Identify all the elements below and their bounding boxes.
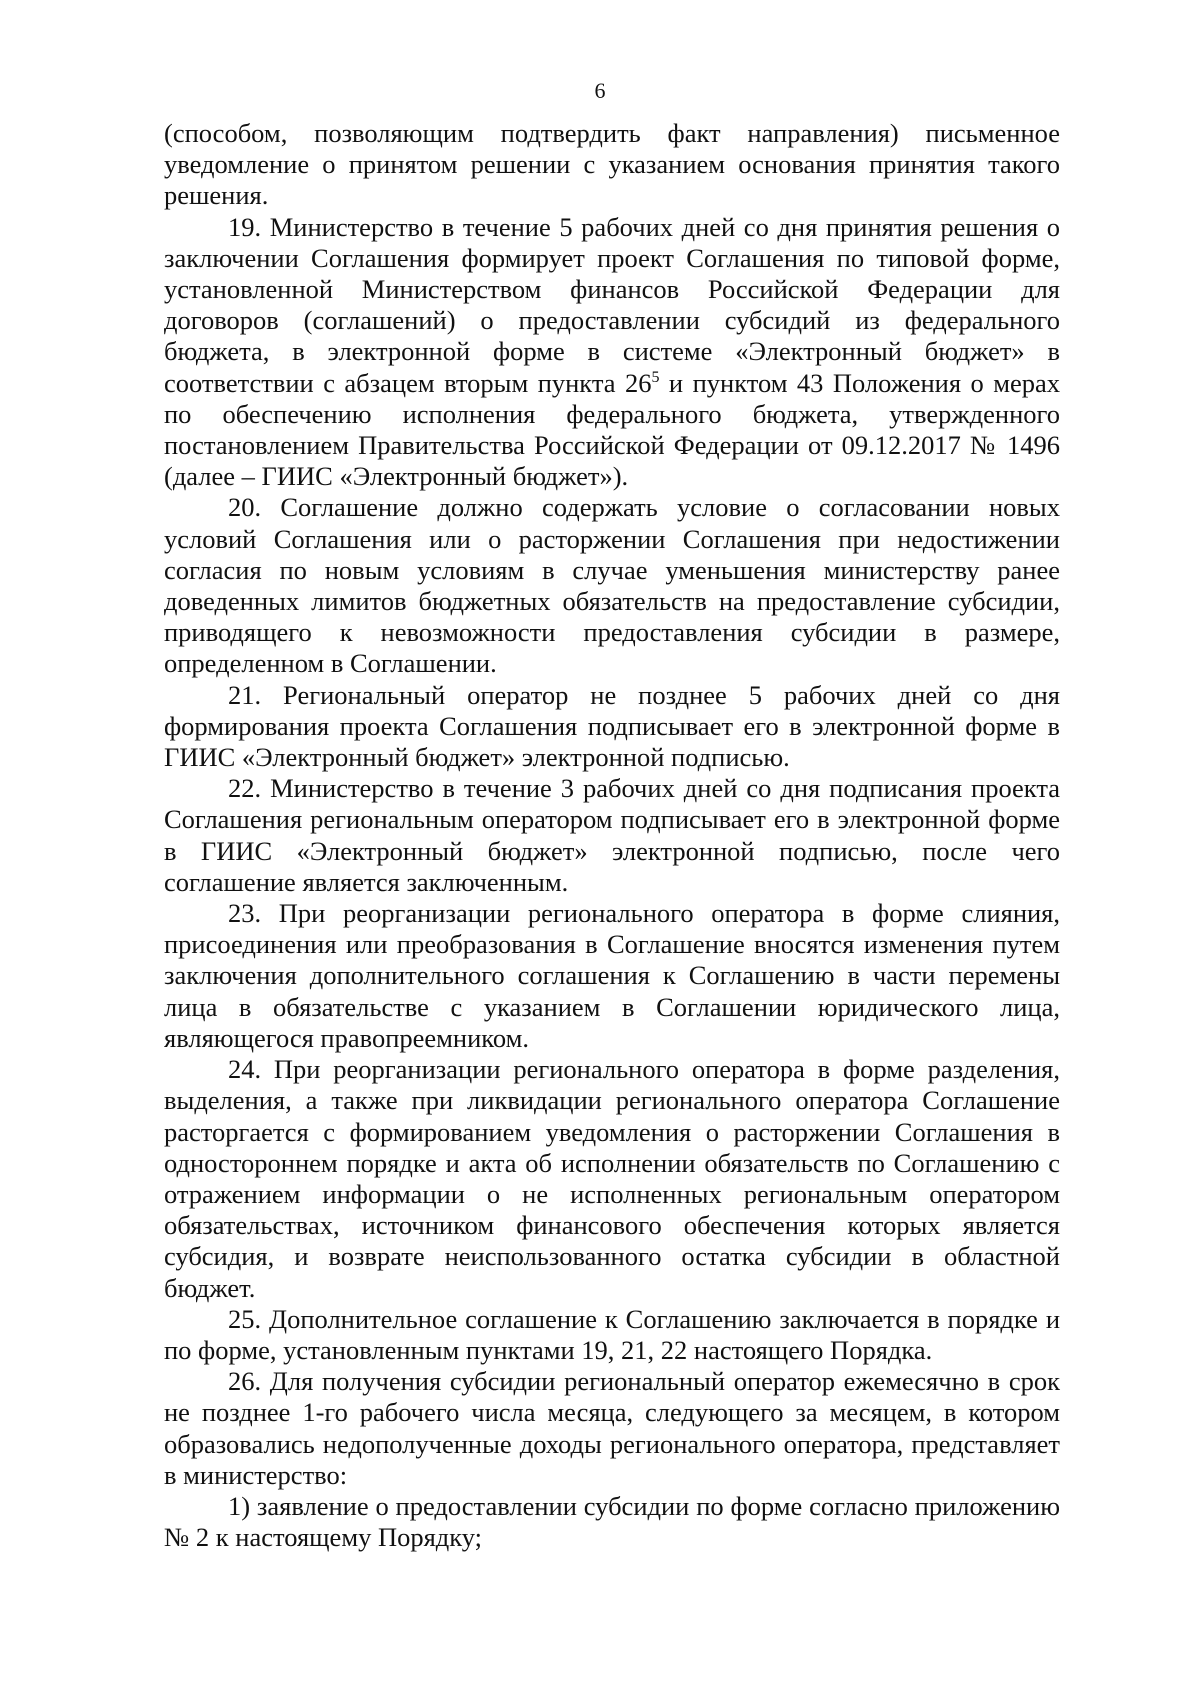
paragraph-continuation: (способом, позволяющим подтвердить факт направления) письменное уведомление о принятом решении с указанием основания принятия такого решения. — [164, 118, 1060, 211]
paragraph-21: 21. Региональный оператор не позднее 5 рабочих дней со дня формирования проекта Соглашения подписывает его в электронной форме в ГИИС «Электронный бюджет» электронной подписью. — [164, 679, 1060, 773]
paragraph-20: 20. Соглашение должно содержать условие о согласовании новых условий Соглашения или о расторжении Соглашения при недостижении согласия по новым условиям в случае уменьшения министерству ранее доведенных лимитов бюджетных обязательств на предоставление субсидии, приводящего к невозможности предоставления субсидии в размере, определенном в Соглашении. — [164, 492, 1060, 679]
paragraph-19-text-before: 19. Министерство в течение 5 рабочих дней со дня принятия решения о заключении Соглашения формирует проект Соглашения по типовой форме, установленной Министерством финансов Российской Федерации для договоров (соглашений) о предоставлении субсидий из федерального бюджета, в электронной форме в системе «Электронный бюджет» в соответствии с абзацем вторым пункта 26 — [164, 211, 1060, 398]
paragraph-19-text-after: и пунктом 43 Положения о мерах по обеспечению исполнения федерального бюджета, утвержденного постановлением Правительства Российской Федерации от 09.12.2017 № 1496 (далее – ГИИС «Электронный бюджет»). — [164, 367, 1060, 492]
paragraph-26-item-1: 1) заявление о предоставлении субсидии по форме согласно приложению № 2 к настоящему Порядку; — [164, 1490, 1060, 1553]
paragraph-23: 23. При реорганизации регионального оператора в форме слияния, присоединения или преобразования в Соглашение вносятся изменения путем заключения дополнительного соглашения к Соглашению в части перемены лица в обязательстве с указанием в Соглашении юридического лица, являющегося правопреемником. — [164, 898, 1060, 1053]
paragraph-22: 22. Министерство в течение 3 рабочих дней со дня подписания проекта Соглашения региональным оператором подписывает его в электронной форме в ГИИС «Электронный бюджет» электронной подписью, после чего соглашение является заключенным. — [164, 773, 1060, 897]
paragraph-19-superscript: 5 — [651, 368, 660, 386]
paragraph-25: 25. Дополнительное соглашение к Соглашению заключается в порядке и по форме, установленным пунктами 19, 21, 22 настоящего Порядка. — [164, 1303, 1060, 1365]
paragraph-24: 24. При реорганизации регионального оператора в форме разделения, выделения, а также при ликвидации регионального оператора Соглашение расторгается с формированием уведомления о расторжении Соглашения в одностороннем порядке и акта об исполнении обязательств по Соглашению с отражением информации о не исполненных региональным оператором обязательствах, источником финансового обеспечения которых является субсидия, и возврате неиспользованного остатка субсидии в областной бюджет. — [164, 1054, 1060, 1303]
paragraph-19 — [164, 212, 1060, 493]
document-body — [164, 118, 1060, 1553]
page-number: 6 — [594, 78, 606, 103]
paragraph-26: 26. Для получения субсидии региональный оператор ежемесячно в срок не позднее 1-го рабочего числа месяца, следующего за месяцем, в котором образовались недополученные доходы регионального оператора, представляет в министерство: — [164, 1366, 1060, 1490]
